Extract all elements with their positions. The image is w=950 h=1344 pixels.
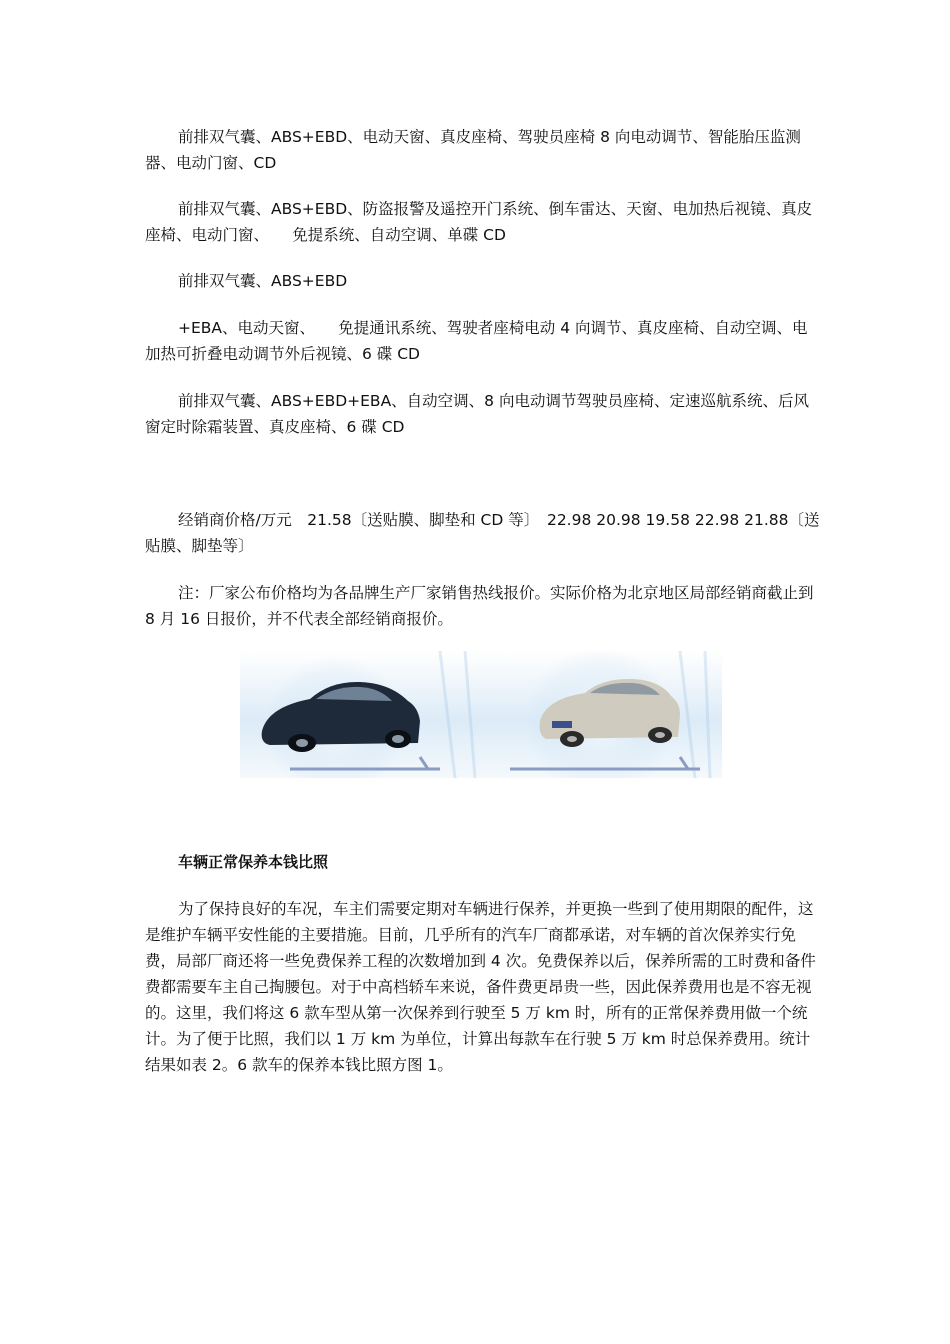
maintenance-body-paragraph: 为了保持良好的车况，车主们需要定期对车辆进行保养，并更换一些到了使用期限的配件，这是维护车辆平安性能的主要措施。目前，几乎所有的汽车厂商都承诺，对车辆的首次保养实行免费，局部厂商还将一些免费保养工程的次数增加到 4 次。免费保养以后，保养所需的工时费和备件费都需要车主自己掏腰包。对于中高档轿车来说，备件费更昂贵一些，因此保养费用也是不容无视的。这里，我们将这 6 款车型从第一次保养到行驶至 5 万 km 时，所有的正常保养费用做一个统计。为了便于比照，我们以 1 万 km 为单位，计算出每款车在行驶 5 万 km 时总保养费用。统计结果如表 2。6 款车的保养本钱比照方图 1。 [145,900,816,1074]
equipment-paragraph-1: 前排双气囊、ABS+EBD、电动天窗、真皮座椅、驾驶员座椅 8 向电动调节、智能胎压监测器、电动门窗、CD [145,128,801,172]
equipment-paragraph-5: 前排双气囊、ABS+EBD+EBA、自动空调、8 向电动调节驾驶员座椅、定速巡航系统、后风窗定时除霜装置、真皮座椅、6 碟 CD [145,392,809,436]
dealer-price-paragraph: 经销商价格/万元 21.58〔送贴膜、脚垫和 CD 等〕 22.98 20.98 19.58 22.98 21.88〔送贴膜、脚垫等〕 [145,511,820,555]
equipment-paragraph-3: 前排双气囊、ABS+EBD [178,272,348,290]
equipment-paragraph-4: +EBA、电动天窗、 免提通讯系统、驾驶者座椅电动 4 向调节、真皮座椅、自动空调、电加热可折叠电动调节外后视镜、6 碟 CD [145,319,808,363]
section-heading: 车辆正常保养本钱比照 [178,853,329,871]
price-note-paragraph: 注：厂家公布价格均为各品牌生产厂家销售热线报价。实际价格为北京地区局部经销商截止到 8 月 16 日报价，并不代表全部经销商报价。 [145,584,814,628]
equipment-paragraph-2: 前排双气囊、ABS+EBD、防盗报警及遥控开门系统、倒车雷达、天窗、电加热后视镜、真皮座椅、电动门窗、 免提系统、自动空调、单碟 CD [145,200,813,244]
car-banner-image [240,651,722,778]
